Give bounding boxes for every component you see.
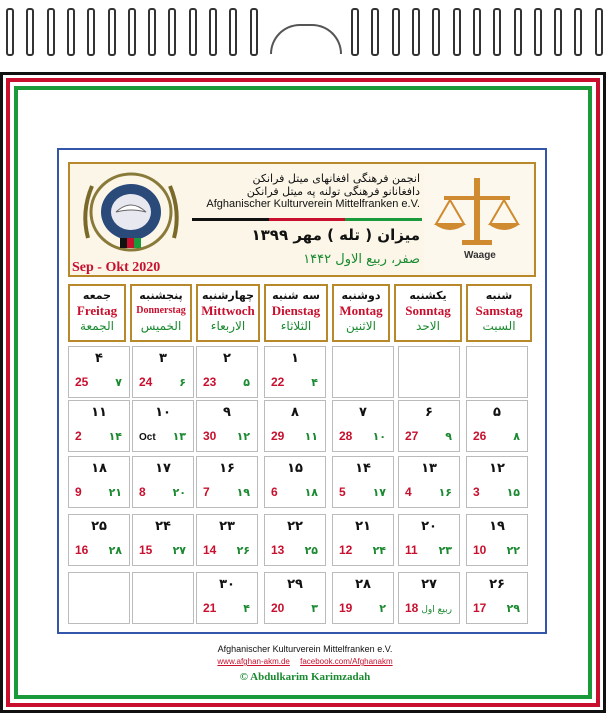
solar-day-number: ۱۲ [489, 461, 505, 476]
weekday-german: Montag [339, 303, 383, 318]
gregorian-month-title: Sep - Okt 2020 [72, 260, 161, 275]
binding-ring-icon [189, 8, 197, 56]
hijri-day-number: ۲۸ [108, 544, 122, 557]
zodiac-label: Waage [464, 250, 496, 261]
weekday-dari: پنجشنبه [139, 289, 183, 302]
gregorian-day-number: 27 [405, 429, 419, 443]
empty-day-cell [132, 572, 194, 624]
hijri-day-number: ۲۶ [236, 544, 250, 557]
binding-ring-icon [229, 8, 237, 56]
day-cell [264, 456, 326, 508]
footer [100, 644, 510, 683]
facebook-link[interactable]: facebook.com/Afghanakm [300, 657, 393, 666]
gregorian-day-number: 17 [473, 601, 487, 615]
weekday-arabic: الثلاثاء [280, 319, 312, 333]
solar-day-number: ۳ [159, 351, 167, 366]
weekday-german: Freitag [76, 303, 118, 318]
hijri-day-number: ۱۸ [304, 486, 318, 499]
solar-day-number: ۲ [223, 351, 231, 366]
binding-ring-icon [351, 8, 359, 56]
footer-org-name: Afghanischer Kulturverein Mittelfranken e.V. [217, 644, 393, 654]
binding-ring-icon [392, 8, 400, 56]
gregorian-day-number: 3 [473, 485, 480, 499]
empty-day-cell [466, 346, 528, 398]
empty-day-cell [398, 346, 460, 398]
weekday-german: Samstag [475, 303, 523, 318]
solar-day-number: ۲۶ [489, 577, 505, 592]
weekday-header [68, 284, 126, 342]
day-cell [264, 400, 326, 452]
gregorian-day-number: 15 [139, 543, 153, 557]
day-cell [398, 456, 460, 508]
day-cell [332, 572, 394, 624]
gregorian-day-number: 29 [271, 429, 285, 443]
day-cell [68, 346, 130, 398]
weekday-header [130, 284, 192, 342]
solar-day-number: ۲۹ [287, 577, 303, 592]
solar-day-number: ۵ [493, 405, 501, 420]
day-cell [132, 514, 194, 566]
day-cell [196, 346, 258, 398]
day-cell [332, 456, 394, 508]
day-cell [196, 456, 258, 508]
hijri-day-number: ۲۳ [438, 544, 452, 557]
day-cell [132, 346, 194, 398]
binding-ring-icon [47, 8, 55, 56]
islamic-month-title: صفر، ربیع الاول ۱۴۴۲ [303, 252, 420, 267]
gregorian-day-number: 25 [75, 375, 89, 389]
gregorian-day-number: 22 [271, 375, 285, 389]
solar-day-number: ۱۱ [91, 405, 107, 420]
binding-ring-icon [534, 8, 542, 56]
weekday-dari: شنبه [485, 289, 513, 302]
binding-ring-icon [168, 8, 176, 56]
weekday-arabic: الجمعة [80, 319, 114, 333]
gregorian-day-number: 2 [75, 429, 82, 443]
weekday-dari: سه شنبه [272, 289, 320, 302]
day-cell [68, 514, 130, 566]
solar-day-number: ۸ [291, 405, 299, 420]
gregorian-day-number: 19 [339, 601, 353, 615]
weekday-german: Donnerstag [136, 305, 186, 316]
gregorian-day-number: Oct [139, 432, 156, 443]
hijri-day-number: ۱۱ [304, 430, 318, 443]
solar-day-number: ۱۰ [155, 405, 171, 420]
gregorian-day-number: 30 [203, 429, 217, 443]
hijri-day-number: ۲۷ [172, 544, 186, 557]
gregorian-day-number: 16 [75, 543, 89, 557]
hijri-day-number: ربیع اول [421, 605, 452, 615]
gregorian-day-number: 28 [339, 429, 353, 443]
day-cell [196, 572, 258, 624]
day-cell [68, 456, 130, 508]
flag-stripe [192, 218, 422, 221]
gregorian-day-number: 6 [271, 485, 278, 499]
solar-day-number: ۱۴ [355, 461, 371, 476]
weekday-arabic: السبت [482, 319, 516, 333]
binding-ring-icon [67, 8, 75, 56]
binding-ring-icon [26, 8, 34, 56]
binding-ring-icon [554, 8, 562, 56]
day-cell [398, 400, 460, 452]
hijri-day-number: ۲۹ [506, 602, 520, 615]
gregorian-day-number: 21 [203, 601, 217, 615]
org-name-dari: انجمن فرهنگی افغانهای میتل فرانکن [252, 172, 420, 185]
day-cell [264, 514, 326, 566]
hijri-day-number: ۲۵ [304, 544, 318, 557]
binding-ring-icon [6, 8, 14, 56]
solar-day-number: ۱ [291, 351, 299, 366]
weekday-arabic: الاربعاء [210, 319, 246, 333]
gregorian-day-number: 26 [473, 429, 487, 443]
solar-day-number: ۲۸ [355, 577, 371, 592]
day-cell [264, 346, 326, 398]
day-cell [132, 400, 194, 452]
footer-links [100, 657, 510, 666]
weekday-header [264, 284, 328, 342]
weekday-header [196, 284, 260, 342]
empty-day-cell [68, 572, 130, 624]
org-name-pashto: دافغانانو فرهنگی تولنه په میتل فرانکن [246, 185, 420, 198]
gregorian-day-number: 8 [139, 485, 146, 499]
binding-ring-icon [473, 8, 481, 56]
gregorian-day-number: 12 [339, 543, 353, 557]
hijri-day-number: ۵ [243, 376, 250, 389]
emblem-icon [76, 168, 186, 252]
day-cell [398, 514, 460, 566]
gregorian-day-number: 5 [339, 485, 346, 499]
day-cell [332, 400, 394, 452]
website-link[interactable]: www.afghan-akm.de [217, 657, 290, 666]
gregorian-day-number: 4 [405, 485, 412, 499]
weekday-arabic: الاحد [416, 319, 440, 333]
hijri-day-number: ۲۲ [506, 544, 520, 557]
gregorian-day-number: 10 [473, 543, 487, 557]
weekday-header [466, 284, 532, 342]
hijri-day-number: ۳ [311, 602, 318, 615]
solar-day-number: ۳۰ [219, 577, 235, 592]
weekday-german: Sonntag [405, 303, 451, 318]
hijri-day-number: ۱۳ [172, 430, 186, 443]
binding-ring-icon [108, 8, 116, 56]
solar-day-number: ۷ [359, 405, 367, 420]
binding-ring-icon [432, 8, 440, 56]
hijri-day-number: ۱۹ [236, 486, 250, 499]
binding-ring-icon [148, 8, 156, 56]
day-cell [196, 400, 258, 452]
day-cell [196, 514, 258, 566]
hijri-day-number: ۱۷ [372, 486, 386, 499]
binding-ring-icon [128, 8, 136, 56]
binding-ring-icon [371, 8, 379, 56]
weekday-german: Mittwoch [201, 303, 255, 318]
weekday-german: Dienstag [271, 303, 321, 318]
weekday-header [332, 284, 390, 342]
org-name-german: Afghanischer Kulturverein Mittelfranken e.V. [206, 198, 420, 210]
gregorian-day-number: 9 [75, 485, 82, 499]
hijri-day-number: ۱۰ [372, 430, 386, 443]
day-cell [466, 456, 528, 508]
gregorian-day-number: 7 [203, 485, 210, 499]
solar-day-number: ۴ [95, 351, 103, 366]
solar-day-number: ۲۳ [219, 519, 235, 534]
solar-day-number: ۱۶ [219, 461, 235, 476]
empty-day-cell [332, 346, 394, 398]
weekday-arabic: الاثنين [346, 319, 376, 333]
hijri-day-number: ۱۲ [236, 430, 250, 443]
hijri-day-number: ۲ [379, 602, 386, 615]
solar-day-number: ۱۹ [489, 519, 505, 534]
hijri-day-number: ۹ [445, 430, 452, 443]
solar-day-number: ۱۸ [91, 461, 107, 476]
solar-day-number: ۹ [223, 405, 231, 420]
hijri-day-number: ۱۶ [438, 486, 452, 499]
hijri-day-number: ۶ [179, 376, 186, 389]
hijri-day-number: ۲۰ [172, 486, 186, 499]
weekday-dari: یکشنبه [409, 289, 447, 302]
solar-day-number: ۱۵ [287, 461, 303, 476]
day-cell [466, 400, 528, 452]
weekday-arabic: الخميس [140, 319, 182, 333]
day-cell [68, 400, 130, 452]
binding-ring-icon [250, 8, 258, 56]
gregorian-day-number: 24 [139, 375, 153, 389]
day-cell [132, 456, 194, 508]
binding-ring-icon [209, 8, 217, 56]
solar-day-number: ۲۲ [287, 519, 303, 534]
binding-ring-icon [493, 8, 501, 56]
day-cell [264, 572, 326, 624]
solar-day-number: ۲۷ [421, 577, 437, 592]
organization-title [180, 172, 420, 211]
day-cell [466, 514, 528, 566]
binding-ring-icon [87, 8, 95, 56]
weekday-dari: دوشنبه [341, 289, 381, 302]
gregorian-day-number: 18 [405, 601, 419, 615]
copyright: © Abdulkarim Karimzadah [239, 671, 371, 683]
gregorian-day-number: 11 [405, 543, 418, 557]
weekday-header [394, 284, 462, 342]
binding-ring-icon [453, 8, 461, 56]
day-cell [398, 572, 460, 624]
solar-day-number: ۲۵ [91, 519, 107, 534]
solar-day-number: ۲۰ [421, 519, 437, 534]
solar-day-number: ۱۷ [155, 461, 171, 476]
gregorian-day-number: 13 [271, 543, 285, 557]
solar-day-number: ۲۱ [355, 519, 371, 534]
day-cell [332, 514, 394, 566]
hijri-day-number: ۲۴ [372, 544, 386, 557]
hijri-day-number: ۸ [513, 430, 520, 443]
hijri-day-number: ۴ [243, 602, 250, 615]
gregorian-day-number: 23 [203, 375, 217, 389]
hijri-day-number: ۱۴ [108, 430, 122, 443]
binding-ring-icon [595, 8, 603, 56]
weekday-dari: چهارشنبه [201, 289, 255, 302]
solar-day-number: ۲۴ [155, 519, 171, 534]
hijri-day-number: ۱۵ [506, 486, 520, 499]
hijri-day-number: ۴ [311, 376, 318, 389]
solar-day-number: ۱۳ [421, 461, 437, 476]
hijri-day-number: ۷ [115, 376, 122, 389]
solar-day-number: ۶ [425, 405, 433, 420]
gregorian-day-number: 14 [203, 543, 217, 557]
binding-ring-icon [514, 8, 522, 56]
binding-ring-icon [574, 8, 582, 56]
binding-ring-icon [412, 8, 420, 56]
gregorian-day-number: 20 [271, 601, 285, 615]
hijri-day-number: ۲۱ [108, 486, 122, 499]
solar-month-title: میزان ( تله ) مهر ۱۳۹۹ [251, 226, 420, 244]
day-cell [466, 572, 528, 624]
weekday-dari: جمعه [82, 289, 112, 302]
